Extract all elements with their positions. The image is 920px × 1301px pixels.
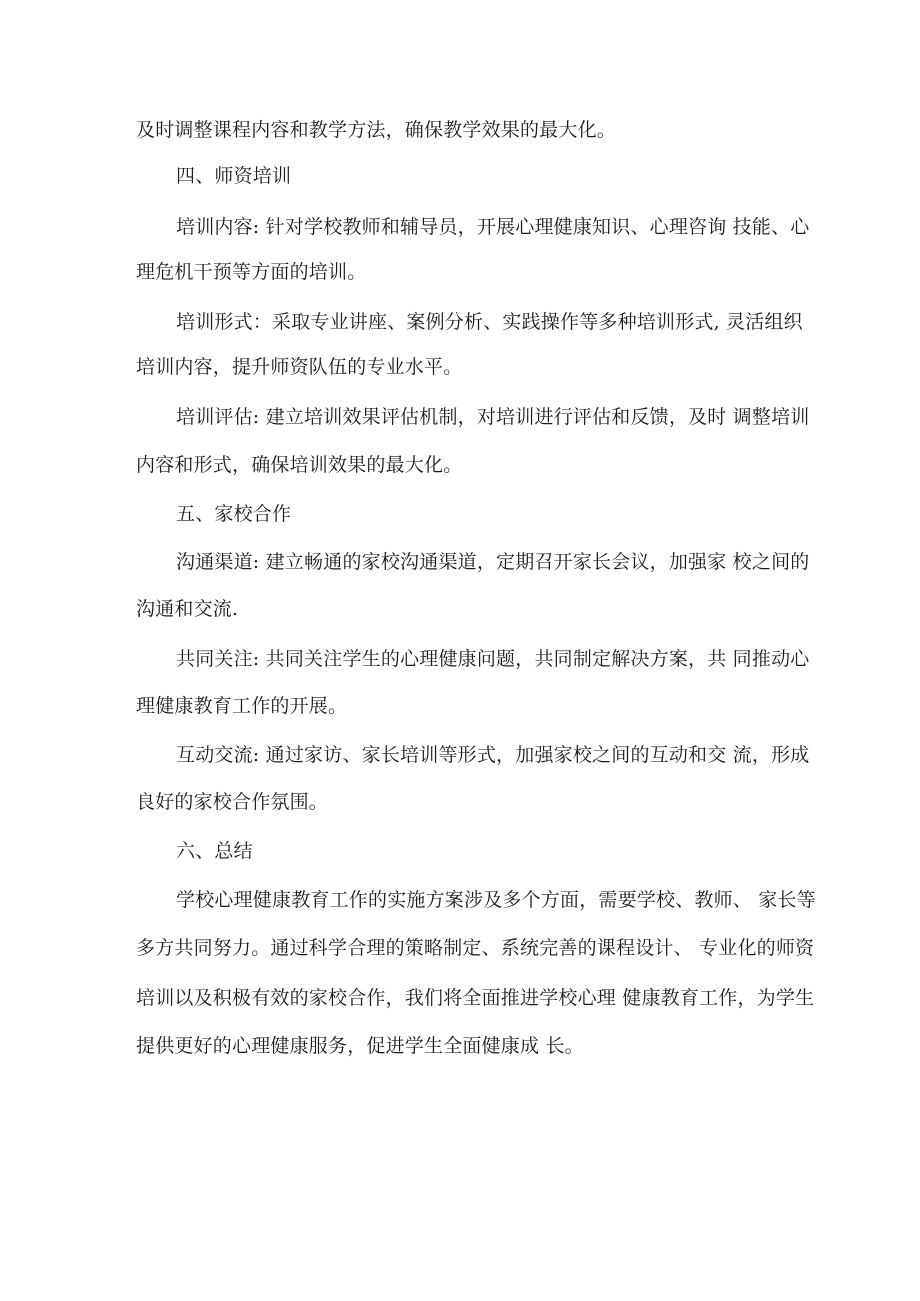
paragraph-line: 共同关注: 共同关注学生的心理健康问题，共同制定解决方案，共 同推动心 [176,648,810,670]
paragraph-line: 良好的家校合作氛围。 [136,791,329,813]
paragraph-line: 培训形式：采取专业讲座、案例分析、实践操作等多种培训形式, 灵活组织 [176,311,803,333]
paragraph-line: 培训内容: 针对学校教师和辅导员，开展心理健康知识、心理咨询 技能、心 [176,216,810,238]
paragraph-line: 理危机干预等方面的培训。 [136,261,367,283]
paragraph-line: 及时调整课程内容和教学方法，确保教学效果的最大化。 [136,119,617,141]
section-heading-teacher-training: 四、师资培训 [176,165,292,187]
paragraph-line: 沟通和交流. [136,598,239,620]
paragraph-line: 互动交流: 通过家访、家长培训等形式，加强家校之间的互动和交 流，形成 [176,744,810,766]
section-heading-summary: 六、总结 [176,840,253,862]
paragraph-line: 沟通渠道: 建立畅通的家校沟通渠道，定期召开家长会议，加强家 校之间的 [176,551,810,573]
paragraph-line: 培训内容，提升师资队伍的专业水平。 [136,356,463,378]
paragraph-line: 培训以及积极有效的家校合作，我们将全面推进学校心理 健康教育工作，为学生 [136,987,815,1009]
paragraph-line: 提供更好的心理健康服务，促进学生全面健康成 长。 [136,1035,584,1057]
paragraph-line: 学校心理健康教育工作的实施方案涉及多个方面，需要学校、教师、 家长等 [176,889,816,911]
paragraph-line: 培训评估: 建立培训效果评估机制，对培训进行评估和反馈，及时 调整培训 [176,406,810,428]
paragraph-line: 内容和形式，确保培训效果的最大化。 [136,454,463,476]
paragraph-line: 理健康教育工作的开展。 [136,695,348,717]
section-heading-home-school: 五、家校合作 [176,503,292,525]
paragraph-line: 多方共同努力。通过科学合理的策略制定、系统完善的课程设计、 专业化的师资 [136,937,815,959]
